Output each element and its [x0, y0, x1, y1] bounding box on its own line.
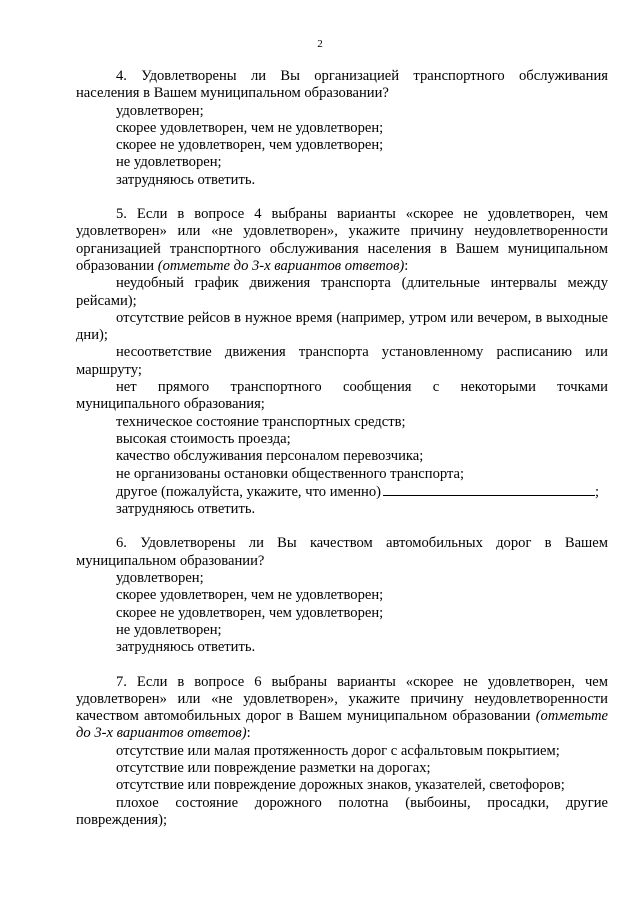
answer-option: не удовлетворен;: [116, 154, 222, 171]
answer-option: плохое состояние дорожного полотна (выбоины, просадки, другие повреждения);: [76, 794, 608, 828]
answer-option: отсутствие рейсов в нужное время (например, утром или вечером, в выходные дни);: [76, 309, 608, 344]
answer-option: удовлетворен;: [116, 102, 204, 119]
answer-option: несоответствие движения транспорта установленному расписанию или маршруту;: [76, 344, 608, 378]
answer-option: скорее удовлетворен, чем не удовлетворен;: [116, 587, 384, 604]
answer-option: затрудняюсь ответить.: [116, 171, 256, 188]
question-7-body: 7. Если в вопросе 6 выбраны варианты «скорее не удовлетворен, чем удовлетворен» или «не удовлетворен», укажите причину неудовлетворенности качеством автомобильных дорог в Вашем муниципальном образовании: [76, 673, 608, 725]
other-fill-line[interactable]: [383, 483, 595, 496]
answer-option-other: [76, 483, 608, 501]
answer-option: отсутствие или малая протяженность дорог с асфальтовым покрытием;: [116, 742, 560, 759]
answer-option: отсутствие или повреждение дорожных знаков, указателей, светофоров;: [116, 777, 565, 794]
answer-option: скорее удовлетворен, чем не удовлетворен;: [116, 119, 384, 136]
page-number: 2: [317, 38, 323, 50]
question-7-text: [76, 674, 608, 743]
question-5-colon: :: [404, 257, 409, 274]
answer-option: удовлетворен;: [116, 570, 204, 587]
answer-option: высокая стоимость проезда;: [116, 430, 291, 447]
question-5-note: (отметьте до 3-х вариантов ответов): [157, 257, 405, 274]
answer-option: нет прямого транспортного сообщения с некоторыми точками муниципального образования;: [76, 379, 608, 413]
question-7-note: (отметьте до 3-х вариантов ответов): [76, 708, 608, 742]
question-4-text: 4. Удовлетворены ли Вы организацией транспортного обслуживания населения в Вашем муниципальном образовании?: [76, 68, 608, 102]
answer-option: неудобный график движения транспорта (длительные интервалы между рейсами);: [76, 275, 608, 309]
answer-option: затрудняюсь ответить.: [116, 639, 256, 656]
other-tail: ;: [595, 483, 600, 500]
answer-option: отсутствие или повреждение разметки на дорогах;: [116, 759, 431, 776]
question-7-colon: :: [246, 725, 251, 742]
questionnaire-body: [76, 68, 608, 829]
question-5-text: [76, 206, 608, 275]
answer-option: скорее не удовлетворен, чем удовлетворен;: [116, 137, 384, 154]
question-5-body: 5. Если в вопросе 4 выбраны варианты «скорее не удовлетворен, чем удовлетворен» или «не удовлетворен», укажите причину неудовлетворенности организацией транспортного обслуживания населения в Вашем муниципальном образовании: [76, 206, 608, 274]
answer-option: затрудняюсь ответить.: [116, 501, 256, 518]
answer-option: не удовлетворен;: [116, 621, 222, 638]
answer-option: техническое состояние транспортных средств;: [116, 413, 406, 430]
other-label: другое (пожалуйста, укажите, что именно): [116, 483, 381, 500]
question-6-text: 6. Удовлетворены ли Вы качеством автомобильных дорог в Вашем муниципальном образовании?: [76, 535, 608, 569]
answer-option: скорее не удовлетворен, чем удовлетворен;: [116, 604, 384, 621]
answer-option: качество обслуживания персоналом перевозчика;: [116, 448, 424, 465]
answer-option: не организованы остановки общественного транспорта;: [116, 465, 465, 482]
